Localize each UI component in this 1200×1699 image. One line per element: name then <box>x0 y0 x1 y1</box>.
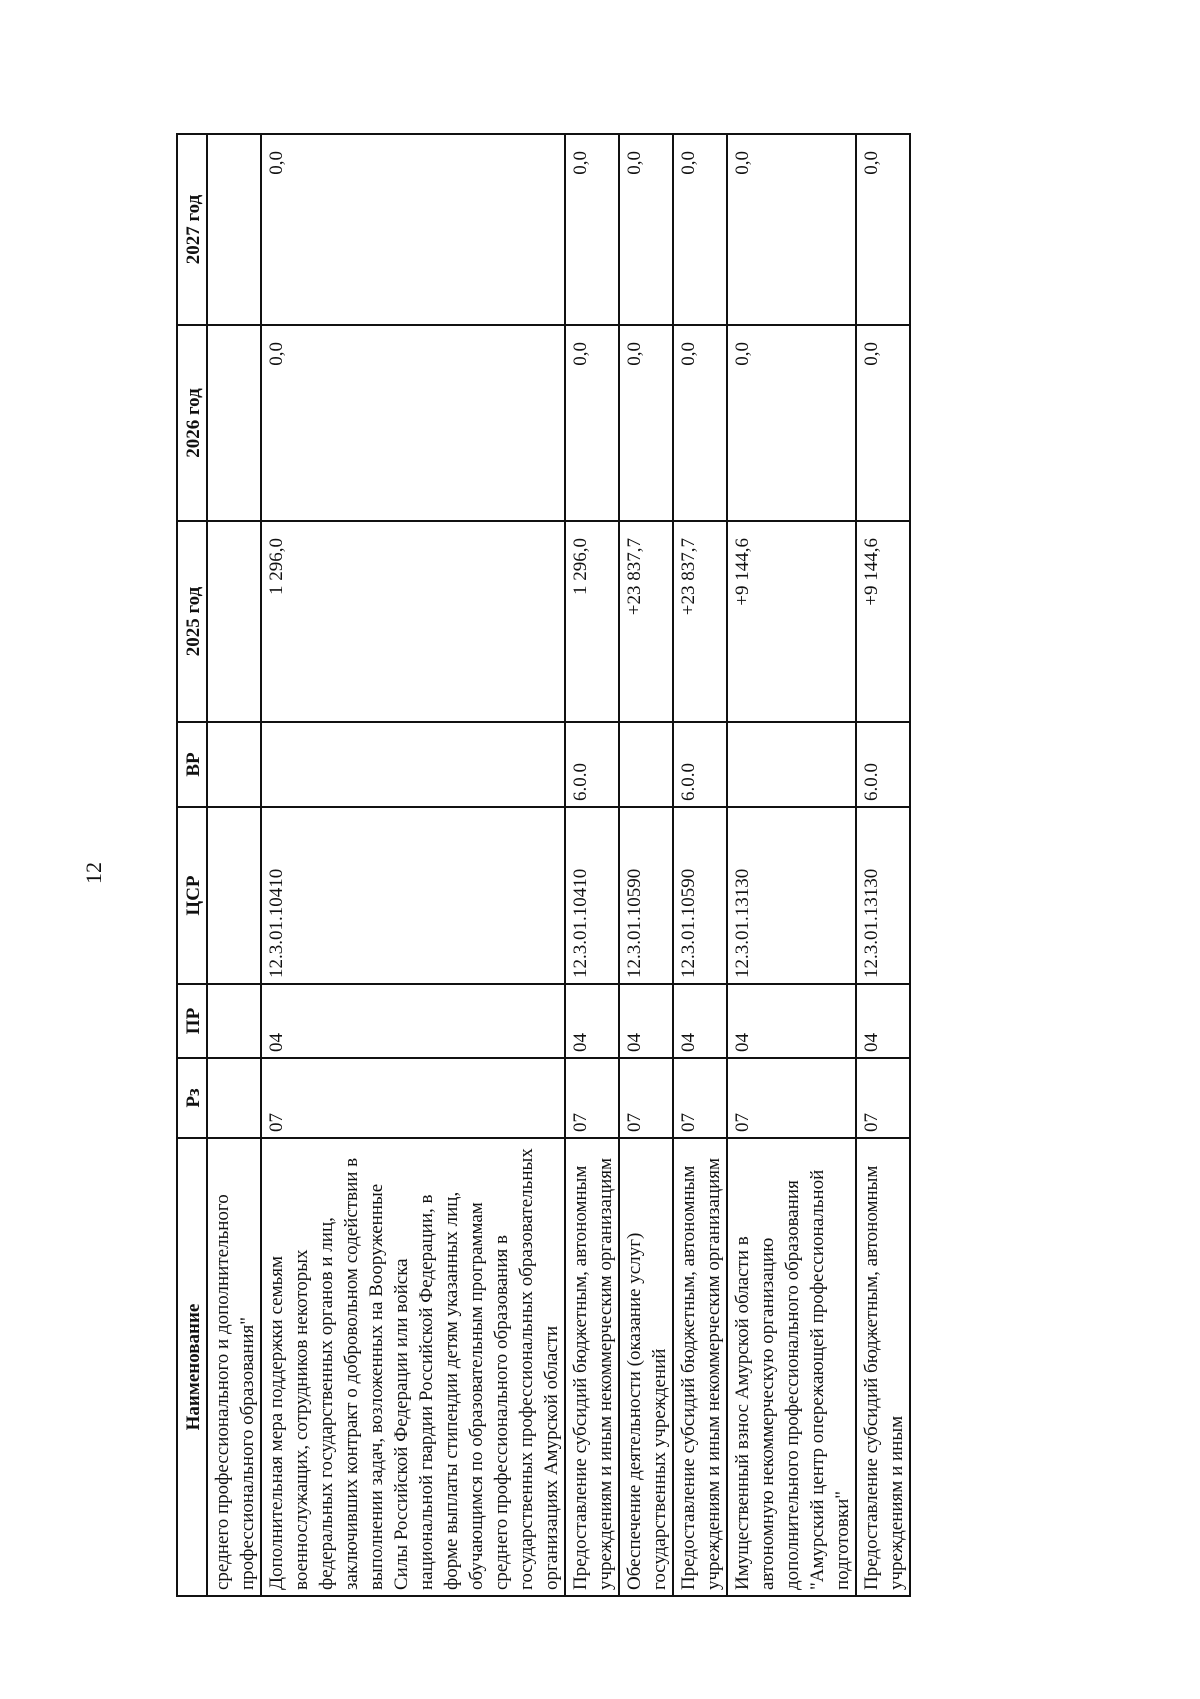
table-header-row <box>177 134 207 1596</box>
row-rz: 07 <box>727 1058 856 1138</box>
row-pr: 04 <box>565 984 619 1058</box>
table-row <box>673 134 727 1596</box>
row-2026: 0,0 <box>565 325 619 521</box>
row-2027: 0,0 <box>565 134 619 325</box>
table-row <box>619 134 673 1596</box>
row-2027 <box>207 134 261 325</box>
row-2025: 1 296,0 <box>261 521 565 722</box>
row-name: Обеспечение деятельности (оказание услуг) государственных учреждений <box>619 1138 673 1596</box>
header-2026: 2026 год <box>177 325 207 521</box>
row-2025 <box>207 521 261 722</box>
row-rz: 07 <box>619 1058 673 1138</box>
table-row <box>565 134 619 1596</box>
row-2025: +9 144,6 <box>727 521 856 722</box>
row-csr: 12.3.01.10590 <box>619 807 673 984</box>
header-rz: Рз <box>177 1058 207 1138</box>
header-vr: ВР <box>177 722 207 807</box>
row-2026: 0,0 <box>856 325 910 521</box>
row-pr: 04 <box>619 984 673 1058</box>
row-2025: +23 837,7 <box>619 521 673 722</box>
row-2026: 0,0 <box>619 325 673 521</box>
rotated-table-wrapper <box>176 135 1111 1597</box>
header-name: Наименование <box>177 1138 207 1596</box>
row-pr: 04 <box>673 984 727 1058</box>
row-name: Предоставление субсидий бюджетным, автономным учреждениям и иным некоммерческим организациям <box>673 1138 727 1596</box>
row-csr: 12.3.01.10410 <box>565 807 619 984</box>
row-name: Имущественный взнос Амурской области в автономную некоммерческую организацию дополнительного профессионального образования "Амурский центр опережающей профессиональной подготовки" <box>727 1138 856 1596</box>
row-name: среднего профессионального и дополнительного профессионального образования" <box>207 1138 261 1596</box>
row-csr: 12.3.01.13130 <box>727 807 856 984</box>
row-vr: 6.0.0 <box>565 722 619 807</box>
row-2027: 0,0 <box>727 134 856 325</box>
row-2025: +9 144,6 <box>856 521 910 722</box>
row-csr: 12.3.01.10410 <box>261 807 565 984</box>
header-2025: 2025 год <box>177 521 207 722</box>
row-rz: 07 <box>673 1058 727 1138</box>
row-name: Предоставление субсидий бюджетным, автономным учреждениям и иным некоммерческим организациям <box>565 1138 619 1596</box>
budget-table <box>176 133 911 1597</box>
row-2027: 0,0 <box>856 134 910 325</box>
row-2025: 1 296,0 <box>565 521 619 722</box>
row-2027: 0,0 <box>673 134 727 325</box>
row-vr: 6.0.0 <box>673 722 727 807</box>
row-2026 <box>207 325 261 521</box>
row-rz: 07 <box>856 1058 910 1138</box>
header-csr: ЦСР <box>177 807 207 984</box>
row-name: Предоставление субсидий бюджетным, автономным учреждениям и иным <box>856 1138 910 1596</box>
row-2026: 0,0 <box>673 325 727 521</box>
row-rz: 07 <box>261 1058 565 1138</box>
row-2025: +23 837,7 <box>673 521 727 722</box>
row-csr: 12.3.01.10590 <box>673 807 727 984</box>
row-vr <box>727 722 856 807</box>
row-2026: 0,0 <box>727 325 856 521</box>
table-row <box>727 134 856 1596</box>
row-2027: 0,0 <box>619 134 673 325</box>
row-csr <box>207 807 261 984</box>
header-2027: 2027 год <box>177 134 207 325</box>
row-csr: 12.3.01.13130 <box>856 807 910 984</box>
row-vr <box>619 722 673 807</box>
row-pr: 04 <box>261 984 565 1058</box>
row-pr: 04 <box>856 984 910 1058</box>
row-pr: 04 <box>727 984 856 1058</box>
table-row <box>856 134 910 1596</box>
row-rz <box>207 1058 261 1138</box>
header-pr: ПР <box>177 984 207 1058</box>
row-2026: 0,0 <box>261 325 565 521</box>
row-name: Дополнительная мера поддержки семьям военнослужащих, сотрудников некоторых федеральных государственных органов и лиц, заключивших контракт о добровольном содействии в выполнении задач, возложенных на Вооруженные Силы Российской Федерации или войска национальной гвардии Российской Федерации, в форме выплаты стипендии детям указанных лиц, обучающимся по образовательным программам среднего профессионального образования в государственных профессиональных образовательных организациях Амурской области <box>261 1138 565 1596</box>
table-row <box>207 134 261 1596</box>
table-row <box>261 134 565 1596</box>
page-number: 12 <box>81 862 106 884</box>
row-vr <box>261 722 565 807</box>
row-2027: 0,0 <box>261 134 565 325</box>
row-vr: 6.0.0 <box>856 722 910 807</box>
row-pr <box>207 984 261 1058</box>
row-vr <box>207 722 261 807</box>
row-rz: 07 <box>565 1058 619 1138</box>
